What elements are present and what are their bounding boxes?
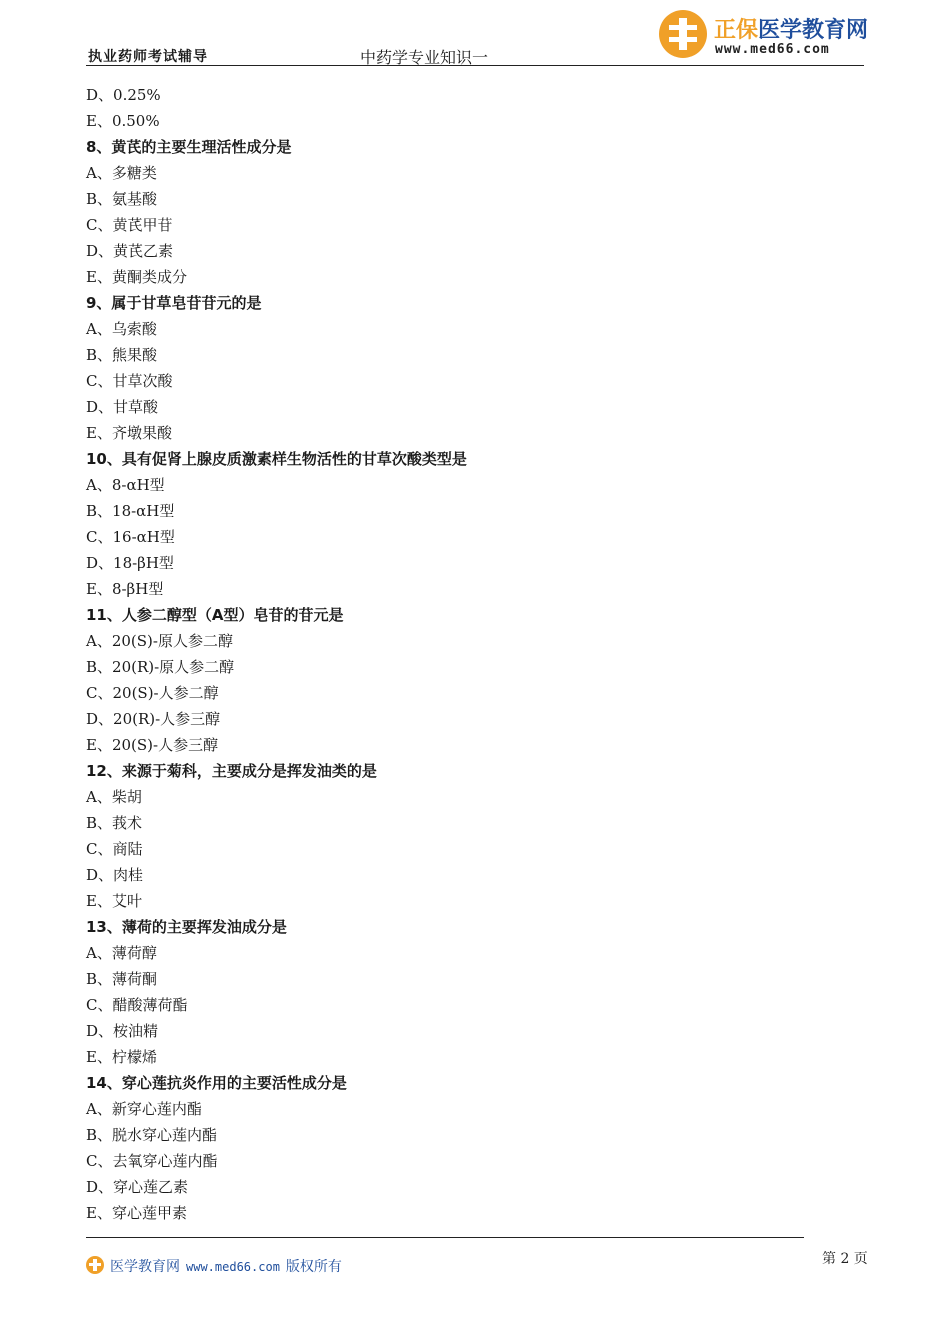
answer-option: E、黄酮类成分 xyxy=(86,268,187,286)
answer-option: D、穿心莲乙素 xyxy=(86,1178,189,1196)
question-list xyxy=(86,82,846,1226)
question-stem: 10、具有促肾上腺皮质激素样生物活性的甘草次酸类型是 xyxy=(86,450,467,468)
answer-option: C、20(S)-人参二醇 xyxy=(86,684,219,702)
answer-option: A、20(S)-原人参二醇 xyxy=(86,632,233,650)
footer-url[interactable]: www.med66.com xyxy=(186,1260,280,1274)
footer-site-name: 医学教育网 xyxy=(110,1259,180,1275)
question-stem: 8、黄芪的主要生理活性成分是 xyxy=(86,138,292,156)
answer-option: E、穿心莲甲素 xyxy=(86,1204,187,1222)
footer-divider xyxy=(86,1237,804,1238)
answer-option: B、18-αH型 xyxy=(86,502,175,520)
brand-logo[interactable] xyxy=(659,10,869,62)
answer-option: C、醋酸薄荷酯 xyxy=(86,996,188,1014)
question-stem: 11、人参二醇型（A型）皂苷的苷元是 xyxy=(86,606,344,624)
answer-option: E、齐墩果酸 xyxy=(86,424,172,442)
answer-option: B、莪术 xyxy=(86,814,143,832)
logo-url[interactable]: www.med66.com xyxy=(715,42,830,57)
answer-option: E、0.50% xyxy=(86,112,160,130)
logo-brand-part1: 正保 xyxy=(714,18,759,43)
answer-option: C、商陆 xyxy=(86,840,143,858)
answer-option: A、柴胡 xyxy=(86,788,142,806)
answer-option: C、甘草次酸 xyxy=(86,372,173,390)
answer-option: D、肉桂 xyxy=(86,866,144,884)
question-stem: 14、穿心莲抗炎作用的主要活性成分是 xyxy=(86,1074,347,1092)
cross-circle-logo-icon xyxy=(86,1256,104,1274)
answer-option: C、黄芪甲苷 xyxy=(86,216,173,234)
footer-copyright: 版权所有 xyxy=(285,1259,342,1275)
header-divider xyxy=(86,65,864,66)
answer-option: A、8-αH型 xyxy=(86,476,165,494)
answer-option: E、20(S)-人参三醇 xyxy=(86,736,219,754)
answer-option: B、氨基酸 xyxy=(86,190,158,208)
answer-option: C、去氧穿心莲内酯 xyxy=(86,1152,218,1170)
answer-option: E、8-βH型 xyxy=(86,580,164,598)
answer-option: A、薄荷醇 xyxy=(86,944,157,962)
question-stem: 9、属于甘草皂苷苷元的是 xyxy=(86,294,262,312)
question-stem: 12、来源于菊科，主要成分是挥发油类的是 xyxy=(86,762,377,780)
answer-option: D、0.25% xyxy=(86,86,161,104)
answer-option: E、艾叶 xyxy=(86,892,142,910)
answer-option: D、黄芪乙素 xyxy=(86,242,174,260)
answer-option: D、20(R)-人参三醇 xyxy=(86,710,221,728)
footer-text xyxy=(110,1256,342,1276)
answer-option: A、乌索酸 xyxy=(86,320,157,338)
answer-option: D、18-βH型 xyxy=(86,554,174,572)
page-number: 第 2 页 xyxy=(822,1251,868,1267)
answer-option: C、16-αH型 xyxy=(86,528,175,546)
header-center-title: 中药学专业知识一 xyxy=(360,48,489,67)
answer-option: B、薄荷酮 xyxy=(86,970,158,988)
question-stem: 13、薄荷的主要挥发油成分是 xyxy=(86,918,287,936)
answer-option: A、多糖类 xyxy=(86,164,157,182)
header-left-title: 执业药师考试辅导 xyxy=(88,49,208,65)
logo-brand-part2: 医学教育网 xyxy=(758,18,869,43)
answer-option: B、20(R)-原人参二醇 xyxy=(86,658,235,676)
cross-circle-logo-icon xyxy=(659,10,707,58)
answer-option: D、桉油精 xyxy=(86,1022,159,1040)
logo-brand-name xyxy=(714,13,868,44)
answer-option: D、甘草酸 xyxy=(86,398,159,416)
page-header xyxy=(86,0,869,68)
answer-option: B、熊果酸 xyxy=(86,346,158,364)
answer-option: E、柠檬烯 xyxy=(86,1048,157,1066)
answer-option: A、新穿心莲内酯 xyxy=(86,1100,202,1118)
answer-option: B、脱水穿心莲内酯 xyxy=(86,1126,218,1144)
